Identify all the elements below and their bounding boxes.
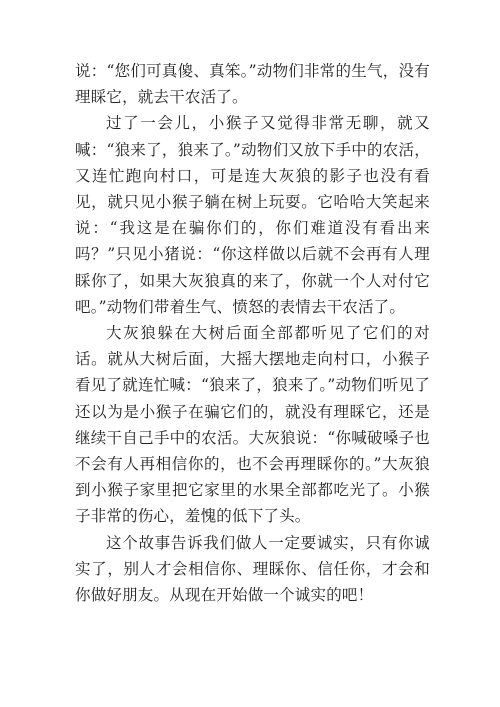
paragraph-2: 过了一会儿，小猴子又觉得非常无聊，就又喊：“狼来了，狼来了。”动物们又放下手中的农活，又连忙跑向村口，可是连大灰狼的影子也没有看见，就只见小猴子躺在树上玩耍。它哈哈大笑起来说：“我这是在骗你们的，你们难道没有看出来吗？”只见小猪说：“你这样做以后就不会再有人理睬你了，如果大灰狼真的来了，你就一个人对付它吧。”动物们带着生气、愤怒的表情去干农活了。 [75, 114, 430, 316]
paragraph-1: 说：“您们可真傻、真笨。”动物们非常的生气，没有理睬它，就去干农活了。 [75, 62, 430, 107]
document-page [75, 58, 430, 608]
paragraph-3: 大灰狼躲在大树后面全部都听见了它们的对话。就从大树后面，大摇大摆地走向村口，小猴子看见了就连忙喊：“狼来了，狼来了。”动物们听见了还以为是小猴子在骗它们的，就没有理睬它，还是继续干自己手中的农活。大灰狼说：“你喊破嗓子也不会有人再相信你的，也不会再理睬你的。”大灰狼到小猴子家里把它家里的水果全部都吃光了。小猴子非常的伤心，羞愧的低下了头。 [75, 324, 430, 526]
paragraph-4: 这个故事告诉我们做人一定要诚实，只有你诚实了，别人才会相信你、理睬你、信任你，才会和你做好朋友。从现在开始做一个诚实的吧！ [75, 533, 430, 605]
